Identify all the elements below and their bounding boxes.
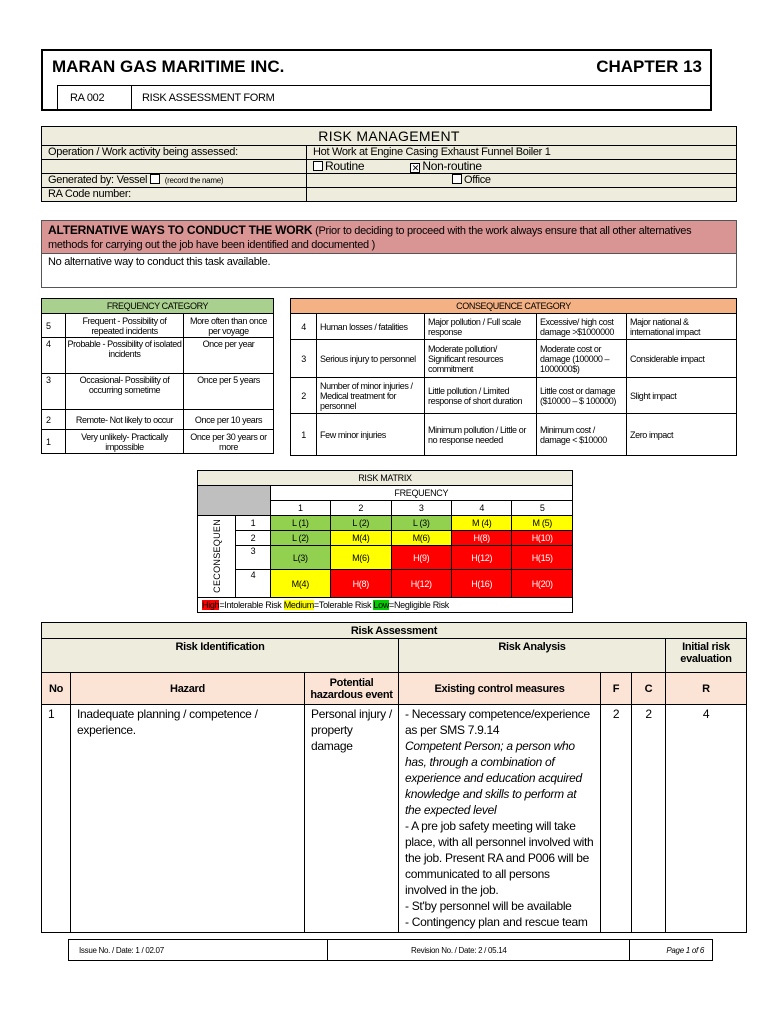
matrix-cell: H(12) — [391, 570, 451, 598]
risk-matrix — [197, 470, 573, 613]
row-c: 2 — [632, 705, 666, 933]
legend-medium: Medium — [283, 600, 314, 610]
initial-evaluation-header: Initial risk evaluation — [666, 639, 747, 673]
consequence-level: 3 — [291, 340, 317, 378]
row-no: 1 — [42, 705, 71, 933]
legend-medium-text: =Tolerable Risk — [313, 600, 372, 610]
row-f: 2 — [601, 705, 632, 933]
alternatives-heading: ALTERNATIVE WAYS TO CONDUCT THE WORK — [48, 223, 313, 237]
company-name: MARAN GAS MARITIME INC. — [52, 57, 285, 76]
matrix-title: RISK MATRIX — [198, 471, 573, 486]
consequence-people: Serious injury to personnel — [317, 340, 425, 378]
frequency-rate: Once per 5 years — [184, 374, 274, 410]
frequency-level: 3 — [42, 374, 66, 410]
consequence-level: 4 — [291, 314, 317, 340]
office-cell — [307, 174, 737, 188]
matrix-col-header: 5 — [512, 501, 573, 516]
frequency-desc: Occasional- Possibility of occurring sometime — [66, 374, 184, 410]
legend-high: High — [202, 600, 220, 610]
frequency-title: FREQUENCY CATEGORY — [42, 299, 274, 314]
frequency-desc: Remote- Not likely to occur — [66, 410, 184, 430]
measure-standby: - St'by personnel will be available — [405, 899, 572, 913]
consequence-cost: Moderate cost or damage (100000 –1000000$) — [537, 340, 627, 378]
footer-page: Page 1 of 6 — [666, 946, 704, 955]
assessment-title: Risk Assessment — [42, 623, 747, 639]
frequency-level: 4 — [42, 338, 66, 374]
frequency-rate: Once per 10 years — [184, 410, 274, 430]
routine-checkbox[interactable] — [313, 161, 323, 171]
matrix-cell: H(16) — [451, 570, 511, 598]
col-hazard: Hazard — [71, 673, 305, 705]
form-code: RA 002 — [58, 86, 132, 110]
frequency-level: 1 — [42, 430, 66, 454]
matrix-cell: M(4) — [270, 570, 330, 598]
consequence-level: 2 — [291, 378, 317, 414]
risk-identification-header: Risk Identification — [42, 639, 399, 673]
matrix-cell: H(8) — [331, 570, 391, 598]
matrix-cell: L(3) — [270, 546, 330, 570]
col-r: R — [666, 673, 747, 705]
risk-management-table — [41, 126, 737, 202]
document-header — [41, 49, 712, 111]
chapter-label: CHAPTER 13 — [596, 57, 702, 76]
matrix-consequence-label: CECONSEQUEN — [211, 518, 222, 593]
frequency-level: 2 — [42, 410, 66, 430]
matrix-cell: H(9) — [391, 546, 451, 570]
consequence-reputation: Slight impact — [627, 378, 737, 414]
consequence-environment: Minimum pollution / Little or no response needed — [425, 414, 537, 456]
ra-code-label: RA Code number: — [42, 188, 307, 202]
consequence-people: Number of minor injuries / Medical treatment for personnel — [317, 378, 425, 414]
matrix-row-header: 4 — [236, 570, 270, 598]
measure-competent-person-text: Competent Person; a person who has, through a combination of experience and education acquired knowledge and skills to perform at the expected level — [405, 739, 582, 817]
matrix-consequence-axis — [198, 516, 236, 598]
frequency-rate: Once per year — [184, 338, 274, 374]
matrix-cell: M(6) — [391, 531, 451, 546]
matrix-cell: M (4) — [451, 516, 511, 531]
matrix-row-header: 1 — [236, 516, 270, 531]
matrix-row-header: 2 — [236, 531, 270, 546]
generated-note: (record the name) — [164, 176, 224, 185]
operation-type — [307, 160, 737, 174]
footer-divider — [629, 940, 630, 960]
matrix-col-header: 4 — [451, 501, 511, 516]
generated-label: Generated by: Vessel — [48, 174, 148, 186]
frequency-desc: Probable - Possibility of isolated incidents — [66, 338, 184, 374]
matrix-col-header: 3 — [391, 501, 451, 516]
consequence-reputation: Major national & international impact — [627, 314, 737, 340]
col-event: Potential hazardous event — [305, 673, 399, 705]
consequence-people: Human losses / fatalities — [317, 314, 425, 340]
matrix-cell: L (1) — [270, 516, 330, 531]
legend-low-text: =Negligible Risk — [389, 600, 450, 610]
matrix-cell: H(20) — [512, 570, 573, 598]
frequency-category-table — [41, 298, 274, 454]
matrix-row-header: 3 — [236, 546, 270, 570]
legend-low: Low — [373, 600, 390, 610]
consequence-title: CONSEQUENCE CATEGORY — [291, 299, 737, 314]
operation-type-spacer — [42, 160, 307, 174]
matrix-cell: L (2) — [331, 516, 391, 531]
matrix-cell: M (5) — [512, 516, 573, 531]
measure-contingency: - Contingency plan and rescue team — [405, 915, 588, 929]
consequence-people: Few minor injuries — [317, 414, 425, 456]
matrix-cell: M(4) — [331, 531, 391, 546]
generated-by — [42, 174, 307, 188]
measure-competent-person — [405, 738, 594, 818]
consequence-cost: Little cost or damage ($10000 – $ 100000) — [537, 378, 627, 414]
row-measures — [399, 705, 601, 933]
frequency-desc: Very unlikely- Practically impossible — [66, 430, 184, 454]
matrix-cell: L (2) — [270, 531, 330, 546]
row-event: Personal injury / property damage — [305, 705, 399, 933]
form-title: RISK ASSESSMENT FORM — [142, 92, 275, 104]
page-footer — [68, 939, 713, 961]
office-checkbox[interactable] — [452, 174, 462, 184]
consequence-reputation: Considerable impact — [627, 340, 737, 378]
alternatives-text: No alternative way to conduct this task available. — [48, 256, 271, 268]
consequence-environment: Moderate pollution/ Significant resources commitment — [425, 340, 537, 378]
matrix-legend — [198, 598, 573, 613]
consequence-reputation: Zero impact — [627, 414, 737, 456]
footer-divider — [327, 940, 328, 960]
risk-analysis-header: Risk Analysis — [399, 639, 666, 673]
matrix-cell: H(10) — [512, 531, 573, 546]
form-id-row — [57, 85, 710, 109]
routine-label: Routine — [325, 159, 365, 173]
operation-label: Operation / Work activity being assessed: — [42, 146, 307, 160]
col-measures: Existing control measures — [399, 673, 601, 705]
office-label: Office — [464, 174, 491, 186]
matrix-cell: L (3) — [391, 516, 451, 531]
footer-revision: Revision No. / Date: 2 / 05.14 — [411, 946, 507, 955]
vessel-checkbox[interactable] — [150, 174, 160, 184]
consequence-level: 1 — [291, 414, 317, 456]
consequence-category-table — [290, 298, 737, 456]
matrix-col-header: 2 — [331, 501, 391, 516]
measure-competence: - Necessary competence/experience as per SMS 7.9.14 — [405, 707, 590, 737]
alternatives-note: (Prior to deciding to proceed with the work always ensure that all other alternatives methods for carrying out the job have been identified and documented ) — [48, 225, 692, 251]
risk-management-title: RISK MANAGEMENT — [42, 127, 737, 146]
col-c: C — [632, 673, 666, 705]
footer-issue: Issue No. / Date: 1 / 02.07 — [79, 946, 164, 955]
frequency-rate: Once per 30 years or more — [184, 430, 274, 454]
matrix-cell: H(12) — [451, 546, 511, 570]
frequency-desc: Frequent - Possibility of repeated incidents — [66, 314, 184, 338]
consequence-environment: Major pollution / Full scale response — [425, 314, 537, 340]
legend-high-text: =Intolerable Risk — [219, 600, 282, 610]
consequence-cost: Excessive/ high cost damage >$1000000 — [537, 314, 627, 340]
row-r: 4 — [666, 705, 747, 933]
matrix-cell: H(15) — [512, 546, 573, 570]
col-no: No — [42, 673, 71, 705]
matrix-col-header: 1 — [270, 501, 330, 516]
nonroutine-checkbox[interactable]: ✕ — [411, 163, 419, 173]
row-hazard: Inadequate planning / competence / experience. — [71, 705, 305, 933]
frequency-rate: More often than once per voyage — [184, 314, 274, 338]
matrix-frequency-label: FREQUENCY — [270, 486, 572, 501]
consequence-cost: Minimum cost / damage < $10000 — [537, 414, 627, 456]
alternatives-header — [42, 221, 736, 254]
consequence-environment: Little pollution / Limited response of short duration — [425, 378, 537, 414]
risk-assessment-table — [41, 622, 747, 933]
ra-code-value[interactable] — [307, 188, 737, 202]
frequency-level: 5 — [42, 314, 66, 338]
measure-safety-meeting: - A pre job safety meeting will take place, with all personnel involved with the job. Present RA and P006 will be communicated to all persons involved in the job. — [405, 819, 594, 897]
alternatives-section — [41, 220, 737, 288]
matrix-cell: H(8) — [451, 531, 511, 546]
operation-value: Hot Work at Engine Casing Exhaust Funnel Boiler 1 — [307, 146, 737, 160]
col-f: F — [601, 673, 632, 705]
matrix-corner — [198, 486, 271, 516]
matrix-cell: M(6) — [331, 546, 391, 570]
nonroutine-label: Non-routine — [422, 159, 482, 173]
